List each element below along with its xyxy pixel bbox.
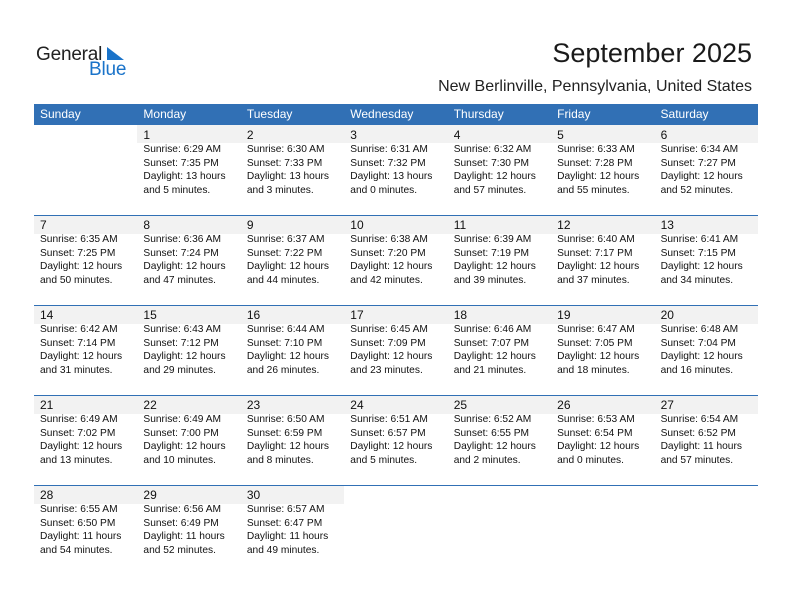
day-cell [448, 215, 551, 305]
daylight-hours-text: Daylight: 12 hours [143, 441, 226, 453]
day-number: 28 [40, 488, 54, 502]
day-number: 30 [246, 488, 261, 502]
daylight-minutes-text: and 52 minutes. [143, 544, 216, 556]
daylight-minutes-text: and 21 minutes. [453, 364, 527, 376]
day-cell [137, 485, 240, 575]
day-info [661, 143, 758, 197]
day-number: 1 [143, 128, 151, 142]
daylight-hours-text: Daylight: 12 hours [660, 351, 743, 363]
day-cell [34, 485, 137, 575]
week-row [34, 395, 758, 485]
day-info [557, 143, 654, 197]
daylight-minutes-text: and 29 minutes. [143, 364, 216, 376]
sunset-text: Sunset: 7:22 PM [246, 247, 323, 259]
sunrise-text: Sunrise: 6:49 AM [40, 414, 118, 425]
day-number: 17 [350, 308, 364, 322]
daylight-minutes-text: and 10 minutes. [143, 454, 216, 466]
day-info [247, 413, 344, 467]
daylight-hours-text: Daylight: 12 hours [350, 441, 433, 453]
daylight-minutes-text: and 18 minutes. [557, 364, 630, 376]
day-number: 24 [350, 398, 364, 412]
day-info [557, 233, 654, 287]
sunrise-text: Sunrise: 6:57 AM [246, 504, 325, 515]
day-info [143, 503, 240, 557]
day-cell [241, 305, 344, 395]
daylight-minutes-text: and 31 minutes. [40, 364, 113, 376]
day-number: 2 [246, 128, 254, 142]
day-number: 21 [40, 398, 54, 412]
day-info [350, 143, 447, 197]
daylight-minutes-text: and 34 minutes. [660, 274, 734, 286]
day-info [40, 503, 137, 557]
page-title: September 2025 [552, 38, 752, 68]
weekday-wednesday: Wednesday [350, 107, 414, 121]
daylight-hours-text: Daylight: 12 hours [143, 351, 226, 363]
day-number: 7 [40, 218, 47, 232]
sunset-text: Sunset: 7:30 PM [453, 157, 530, 169]
day-cell [551, 305, 654, 395]
daylight-minutes-text: and 49 minutes. [246, 544, 320, 556]
daylight-hours-text: Daylight: 12 hours [453, 171, 536, 183]
day-info [40, 323, 137, 377]
sunrise-text: Sunrise: 6:50 AM [246, 414, 325, 425]
day-cell [344, 305, 447, 395]
daylight-hours-text: Daylight: 11 hours [660, 441, 742, 453]
day-info [40, 233, 137, 287]
day-number: 18 [453, 308, 468, 322]
sunset-text: Sunset: 6:54 PM [557, 427, 633, 439]
daylight-minutes-text: and 42 minutes. [350, 274, 423, 286]
day-cell [344, 125, 447, 215]
sunset-text: Sunset: 7:32 PM [350, 157, 426, 169]
day-info [143, 323, 240, 377]
daylight-hours-text: Daylight: 12 hours [246, 261, 329, 273]
daylight-hours-text: Daylight: 11 hours [246, 531, 329, 543]
day-info [247, 233, 344, 287]
sunset-text: Sunset: 7:02 PM [40, 427, 116, 439]
day-info [454, 143, 551, 197]
weekday-friday: Friday [557, 107, 591, 121]
day-number: 14 [40, 308, 54, 322]
day-number: 26 [557, 398, 571, 412]
day-cell [344, 395, 447, 485]
day-number: 6 [660, 128, 668, 142]
sunset-text: Sunset: 7:33 PM [246, 157, 323, 169]
sunset-text: Sunset: 7:28 PM [557, 157, 633, 169]
day-info [247, 503, 344, 557]
day-cell [448, 125, 551, 215]
sunrise-text: Sunrise: 6:37 AM [246, 234, 325, 245]
day-number: 13 [660, 218, 674, 232]
day-info [40, 413, 137, 467]
daylight-minutes-text: and 57 minutes. [453, 184, 527, 196]
location-subtitle: New Berlinville, Pennsylvania, United States [438, 78, 752, 95]
day-info [454, 233, 551, 287]
daylight-minutes-text: and 3 minutes. [246, 184, 314, 196]
daylight-minutes-text: and 5 minutes. [143, 184, 211, 196]
day-cell [34, 305, 137, 395]
sunrise-text: Sunrise: 6:49 AM [143, 414, 222, 425]
sunrise-text: Sunrise: 6:43 AM [143, 324, 222, 335]
daylight-hours-text: Daylight: 12 hours [40, 261, 123, 273]
sunrise-text: Sunrise: 6:36 AM [143, 234, 222, 245]
daylight-minutes-text: and 23 minutes. [350, 364, 423, 376]
daylight-hours-text: Daylight: 12 hours [350, 261, 433, 273]
day-info [557, 323, 654, 377]
daylight-hours-text: Daylight: 12 hours [40, 441, 123, 453]
sunrise-text: Sunrise: 6:51 AM [350, 414, 428, 425]
day-number: 22 [143, 398, 157, 412]
daylight-minutes-text: and 55 minutes. [557, 184, 630, 196]
daylight-minutes-text: and 39 minutes. [453, 274, 527, 286]
sunrise-text: Sunrise: 6:33 AM [557, 144, 635, 155]
sunrise-text: Sunrise: 6:56 AM [143, 504, 222, 515]
day-number: 4 [453, 128, 461, 142]
daylight-minutes-text: and 52 minutes. [660, 184, 734, 196]
day-cell [137, 125, 240, 215]
day-cell [551, 125, 654, 215]
sunset-text: Sunset: 7:09 PM [350, 337, 426, 349]
daylight-minutes-text: and 13 minutes. [40, 454, 113, 466]
sunset-text: Sunset: 7:27 PM [660, 157, 736, 169]
daylight-hours-text: Daylight: 12 hours [453, 261, 536, 273]
day-cell [344, 215, 447, 305]
sunset-text: Sunset: 6:52 PM [660, 427, 736, 439]
sunrise-text: Sunrise: 6:44 AM [246, 324, 325, 335]
sunrise-text: Sunrise: 6:38 AM [350, 234, 428, 245]
logo-word-blue: Blue [89, 59, 127, 80]
sunset-text: Sunset: 7:07 PM [453, 337, 530, 349]
day-info [350, 413, 447, 467]
day-number: 15 [143, 308, 157, 322]
sunrise-text: Sunrise: 6:34 AM [660, 144, 739, 155]
daylight-minutes-text: and 44 minutes. [246, 274, 320, 286]
sunset-text: Sunset: 7:19 PM [453, 247, 530, 259]
daylight-hours-text: Daylight: 12 hours [660, 171, 743, 183]
sunset-text: Sunset: 6:47 PM [246, 517, 323, 529]
daylight-minutes-text: and 2 minutes. [453, 454, 521, 466]
daylight-hours-text: Daylight: 12 hours [557, 351, 640, 363]
weekday-monday: Monday [143, 107, 187, 121]
sunrise-text: Sunrise: 6:39 AM [453, 234, 532, 245]
sunset-text: Sunset: 7:15 PM [660, 247, 736, 259]
daylight-hours-text: Daylight: 12 hours [557, 171, 640, 183]
sunset-text: Sunset: 6:50 PM [40, 517, 116, 529]
day-number: 29 [143, 488, 157, 502]
daylight-hours-text: Daylight: 12 hours [350, 351, 433, 363]
day-number: 27 [660, 398, 674, 412]
daylight-minutes-text: and 50 minutes. [40, 274, 113, 286]
day-number: 11 [453, 218, 467, 232]
day-cell [241, 485, 344, 575]
sunset-text: Sunset: 7:05 PM [557, 337, 633, 349]
day-info [143, 143, 240, 197]
daylight-minutes-text: and 26 minutes. [246, 364, 320, 376]
sunrise-text: Sunrise: 6:53 AM [557, 414, 635, 425]
week-row [34, 485, 758, 575]
sunset-text: Sunset: 7:17 PM [557, 247, 633, 259]
sunrise-text: Sunrise: 6:54 AM [660, 414, 739, 425]
sunrise-text: Sunrise: 6:41 AM [660, 234, 739, 245]
day-info [350, 323, 447, 377]
day-cell [655, 215, 758, 305]
day-cell [137, 215, 240, 305]
sunset-text: Sunset: 7:24 PM [143, 247, 219, 259]
sunrise-text: Sunrise: 6:29 AM [143, 144, 222, 155]
sunrise-text: Sunrise: 6:30 AM [246, 144, 325, 155]
daylight-minutes-text: and 5 minutes. [350, 454, 418, 466]
day-info [143, 233, 240, 287]
day-info [350, 233, 447, 287]
daylight-hours-text: Daylight: 13 hours [246, 171, 329, 183]
day-info [247, 143, 344, 197]
sunset-text: Sunset: 6:55 PM [453, 427, 530, 439]
day-number: 10 [350, 218, 364, 232]
day-info [454, 413, 551, 467]
weekday-header [34, 104, 758, 125]
day-cell [34, 215, 137, 305]
day-cell [551, 395, 654, 485]
daylight-minutes-text: and 37 minutes. [557, 274, 630, 286]
day-number: 3 [350, 128, 357, 142]
sunrise-text: Sunrise: 6:42 AM [40, 324, 118, 335]
sunset-text: Sunset: 6:49 PM [143, 517, 219, 529]
day-number: 20 [660, 308, 674, 322]
day-number: 8 [143, 218, 151, 232]
day-info [454, 323, 551, 377]
daylight-minutes-text: and 0 minutes. [557, 454, 624, 466]
sunset-text: Sunset: 7:10 PM [246, 337, 323, 349]
sunset-text: Sunset: 6:57 PM [350, 427, 426, 439]
day-number: 12 [557, 218, 571, 232]
daylight-minutes-text: and 47 minutes. [143, 274, 216, 286]
daylight-hours-text: Daylight: 12 hours [40, 351, 123, 363]
day-cell [655, 125, 758, 215]
week-row [34, 125, 758, 215]
day-info [661, 323, 758, 377]
day-cell [137, 395, 240, 485]
day-number: 16 [246, 308, 261, 322]
week-row [34, 305, 758, 395]
day-cell [448, 395, 551, 485]
daylight-hours-text: Daylight: 12 hours [557, 261, 640, 273]
sunrise-text: Sunrise: 6:35 AM [40, 234, 118, 245]
day-cell [551, 215, 654, 305]
day-cell [448, 305, 551, 395]
day-number: 19 [557, 308, 571, 322]
daylight-hours-text: Daylight: 12 hours [246, 351, 329, 363]
sunrise-text: Sunrise: 6:40 AM [557, 234, 635, 245]
sunset-text: Sunset: 7:35 PM [143, 157, 219, 169]
sunset-text: Sunset: 6:59 PM [246, 427, 323, 439]
day-info [661, 233, 758, 287]
sunrise-text: Sunrise: 6:46 AM [453, 324, 532, 335]
daylight-hours-text: Daylight: 11 hours [40, 531, 122, 543]
day-cell [241, 395, 344, 485]
daylight-hours-text: Daylight: 11 hours [143, 531, 225, 543]
day-cell [655, 305, 758, 395]
weekday-tuesday: Tuesday [246, 107, 293, 121]
sunrise-text: Sunrise: 6:45 AM [350, 324, 428, 335]
day-number: 5 [557, 128, 564, 142]
sunrise-text: Sunrise: 6:55 AM [40, 504, 118, 515]
week-row [34, 215, 758, 305]
logo [36, 42, 136, 82]
day-info [661, 413, 758, 467]
logo-word-general: General [36, 44, 103, 65]
daylight-hours-text: Daylight: 12 hours [453, 351, 536, 363]
daylight-minutes-text: and 57 minutes. [660, 454, 734, 466]
sunset-text: Sunset: 7:12 PM [143, 337, 219, 349]
day-number: 25 [453, 398, 468, 412]
sunset-text: Sunset: 7:25 PM [40, 247, 116, 259]
sunrise-text: Sunrise: 6:31 AM [350, 144, 428, 155]
daylight-hours-text: Daylight: 13 hours [350, 171, 433, 183]
day-cell [241, 125, 344, 215]
weekday-thursday: Thursday [453, 107, 504, 121]
day-info [143, 413, 240, 467]
sunset-text: Sunset: 7:04 PM [660, 337, 736, 349]
day-cell [34, 395, 137, 485]
day-cell [241, 215, 344, 305]
day-number: 9 [246, 218, 254, 232]
sunrise-text: Sunrise: 6:47 AM [557, 324, 635, 335]
sunset-text: Sunset: 7:00 PM [143, 427, 219, 439]
sunset-text: Sunset: 7:20 PM [350, 247, 426, 259]
sunrise-text: Sunrise: 6:52 AM [453, 414, 532, 425]
day-info [247, 323, 344, 377]
day-number: 23 [246, 398, 261, 412]
daylight-hours-text: Daylight: 12 hours [143, 261, 226, 273]
weekday-sunday: Sunday [40, 107, 81, 121]
daylight-hours-text: Daylight: 13 hours [143, 171, 226, 183]
daylight-minutes-text: and 0 minutes. [350, 184, 418, 196]
day-cell [655, 395, 758, 485]
day-info [557, 413, 654, 467]
sunrise-text: Sunrise: 6:48 AM [660, 324, 739, 335]
weekday-saturday: Saturday [660, 107, 709, 121]
daylight-hours-text: Daylight: 12 hours [246, 441, 329, 453]
daylight-hours-text: Daylight: 12 hours [557, 441, 640, 453]
day-cell [137, 305, 240, 395]
daylight-minutes-text: and 54 minutes. [40, 544, 113, 556]
daylight-minutes-text: and 16 minutes. [660, 364, 734, 376]
sunset-text: Sunset: 7:14 PM [40, 337, 116, 349]
daylight-minutes-text: and 8 minutes. [246, 454, 314, 466]
daylight-hours-text: Daylight: 12 hours [453, 441, 536, 453]
daylight-hours-text: Daylight: 12 hours [660, 261, 743, 273]
sunrise-text: Sunrise: 6:32 AM [453, 144, 532, 155]
